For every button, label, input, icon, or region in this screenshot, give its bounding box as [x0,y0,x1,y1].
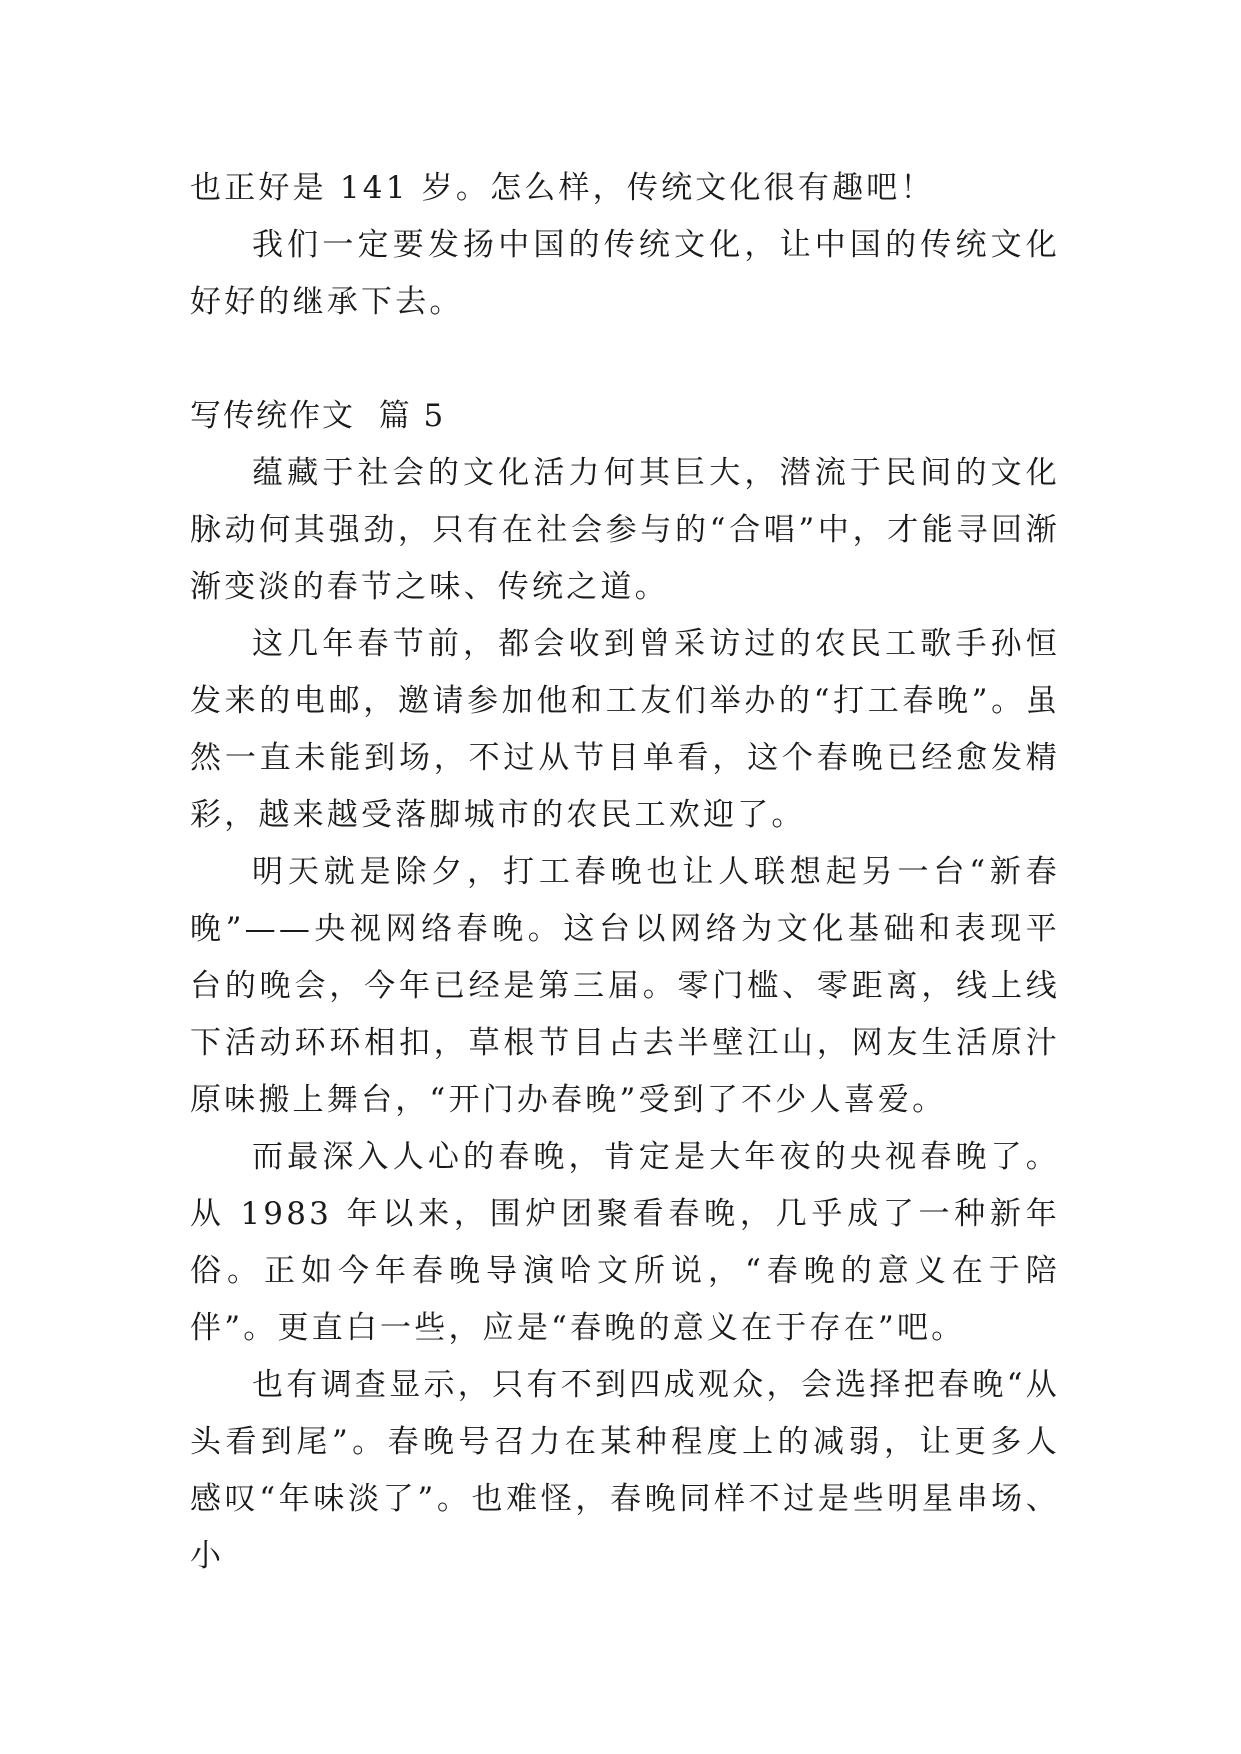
paragraph-continuation: 也正好是 141 岁。怎么样，传统文化很有趣吧！ [190,170,935,206]
paragraph: 明天就是除夕，打工春晚也让人联想起另一台“新春晚”——央视网络春晚。这台以网络为文化基础和表现平台的晚会，今年已经是第三届。零门槛、零距离，线上线下活动环环相扣，草根节目占去半壁江山，网友生活原汁原味搬上舞台，“开门办春晚”受到了不少人喜爱。 [190,854,1060,1118]
paragraph: 这几年春节前，都会收到曾采访过的农民工歌手孙恒发来的电邮，邀请参加他和工友们举办的“打工春晚”。虽然一直未能到场，不过从节目单看，这个春晚已经愈发精彩，越来越受落脚城市的农民工欢迎了。 [190,626,1060,833]
paragraph: 而最深入人心的春晚，肯定是大年夜的央视春晚了。从 1983 年以来，围炉团聚看春晚，几乎成了一种新年俗。正如今年春晚导演哈文所说，“春晚的意义在于陪伴”。更直白一些，应是“春晚的意义在于存在”吧。 [190,1139,1060,1346]
paragraph: 也有调查显示，只有不到四成观众，会选择把春晚“从头看到尾”。春晚号召力在某种程度上的减弱，让更多人感叹“年味淡了”。也难怪，春晚同样不过是些明星串场、小 [190,1367,1060,1574]
paragraph: 蕴藏于社会的文化活力何其巨大，潜流于民间的文化脉动何其强劲，只有在社会参与的“合唱”中，才能寻回渐渐变淡的春节之味、传统之道。 [190,455,1060,605]
section-heading: 写传统作文 篇 5 [190,398,446,434]
document-body [190,160,1060,1585]
paragraph: 我们一定要发扬中国的传统文化，让中国的传统文化好好的继承下去。 [190,227,1060,320]
